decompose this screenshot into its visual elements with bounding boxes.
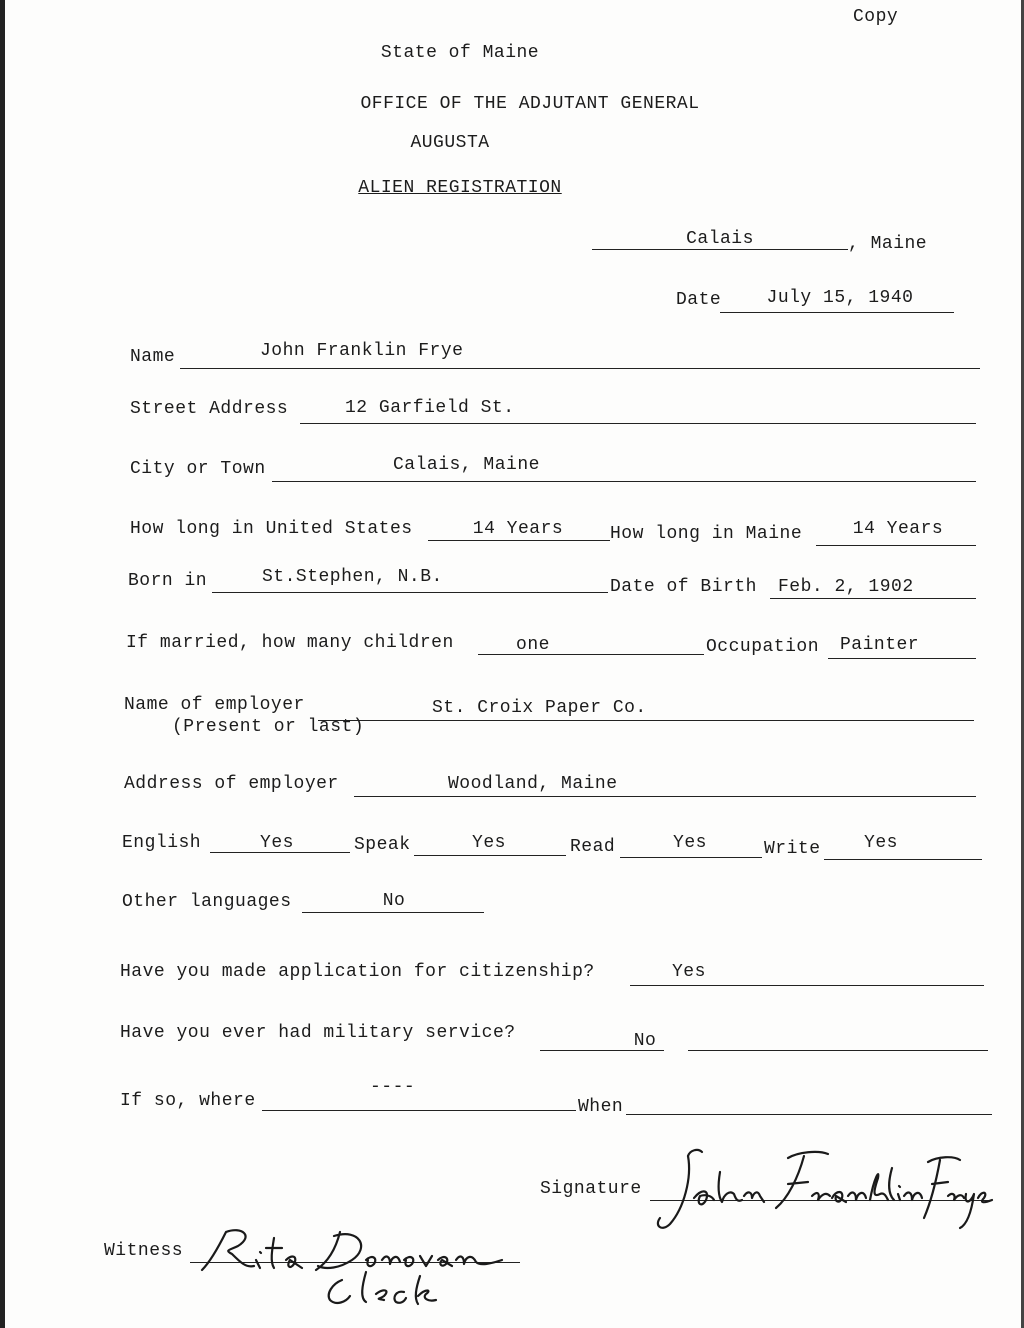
where-label: If so, where (120, 1091, 256, 1111)
how-long-us-value: 14 Years (472, 519, 564, 539)
when-label: When (578, 1097, 624, 1117)
date-label: Date (676, 290, 722, 310)
name-value: John Franklin Frye (260, 341, 464, 361)
street-label: Street Address (130, 399, 289, 419)
military-value: No (633, 1031, 657, 1051)
how-long-us-label: How long in United States (130, 519, 413, 539)
citizenship-label: Have you made application for citizenship? (120, 962, 595, 982)
speak-label: Speak (354, 835, 411, 855)
how-long-maine-label: How long in Maine (610, 524, 803, 544)
state-heading: State of Maine (380, 43, 540, 63)
occupation-value: Painter (840, 635, 920, 655)
speak-value: Yes (472, 833, 506, 853)
born-in-label: Born in (128, 571, 208, 591)
employer-sublabel: (Present or last) (172, 717, 365, 737)
other-languages-label: Other languages (122, 892, 292, 912)
read-label: Read (570, 837, 616, 857)
children-value: one (516, 635, 550, 655)
dob-value: Feb. 2, 1902 (778, 577, 914, 597)
city-value: Calais, Maine (393, 455, 540, 475)
military-label: Have you ever had military service? (120, 1023, 516, 1043)
signature-handwriting (648, 1138, 998, 1234)
employer-address-label: Address of employer (124, 774, 339, 794)
children-label: If married, how many children (126, 633, 454, 653)
date-value: July 15, 1940 (766, 288, 914, 308)
dob-label: Date of Birth (610, 577, 757, 597)
how-long-maine-value: 14 Years (852, 519, 944, 539)
other-languages-value: No (382, 891, 406, 911)
write-label: Write (764, 839, 821, 859)
form-title: ALIEN REGISTRATION (358, 178, 562, 198)
street-value: 12 Garfield St. (345, 398, 515, 418)
office-heading: OFFICE OF THE ADJUTANT GENERAL (360, 94, 700, 114)
english-label: English (122, 833, 202, 853)
signature-label: Signature (540, 1179, 642, 1199)
copy-label: Copy (853, 7, 899, 27)
read-value: Yes (673, 833, 707, 853)
write-value: Yes (864, 833, 898, 853)
witness-signature-handwriting (190, 1218, 520, 1328)
employer-label: Name of employer (124, 695, 305, 715)
occupation-label: Occupation (706, 637, 820, 657)
citizenship-value: Yes (672, 962, 706, 982)
city-heading: AUGUSTA (410, 133, 490, 153)
english-value: Yes (260, 833, 294, 853)
employer-value: St. Croix Paper Co. (432, 698, 647, 718)
born-in-value: St.Stephen, N.B. (262, 567, 443, 587)
where-value: ---- (370, 1077, 416, 1097)
scan-edge-left (0, 0, 5, 1328)
location-suffix: , Maine (848, 234, 928, 254)
witness-label: Witness (104, 1241, 184, 1261)
city-label: City or Town (130, 459, 266, 479)
employer-address-value: Woodland, Maine (448, 774, 618, 794)
location-value: Calais (686, 229, 754, 249)
name-label: Name (130, 347, 176, 367)
